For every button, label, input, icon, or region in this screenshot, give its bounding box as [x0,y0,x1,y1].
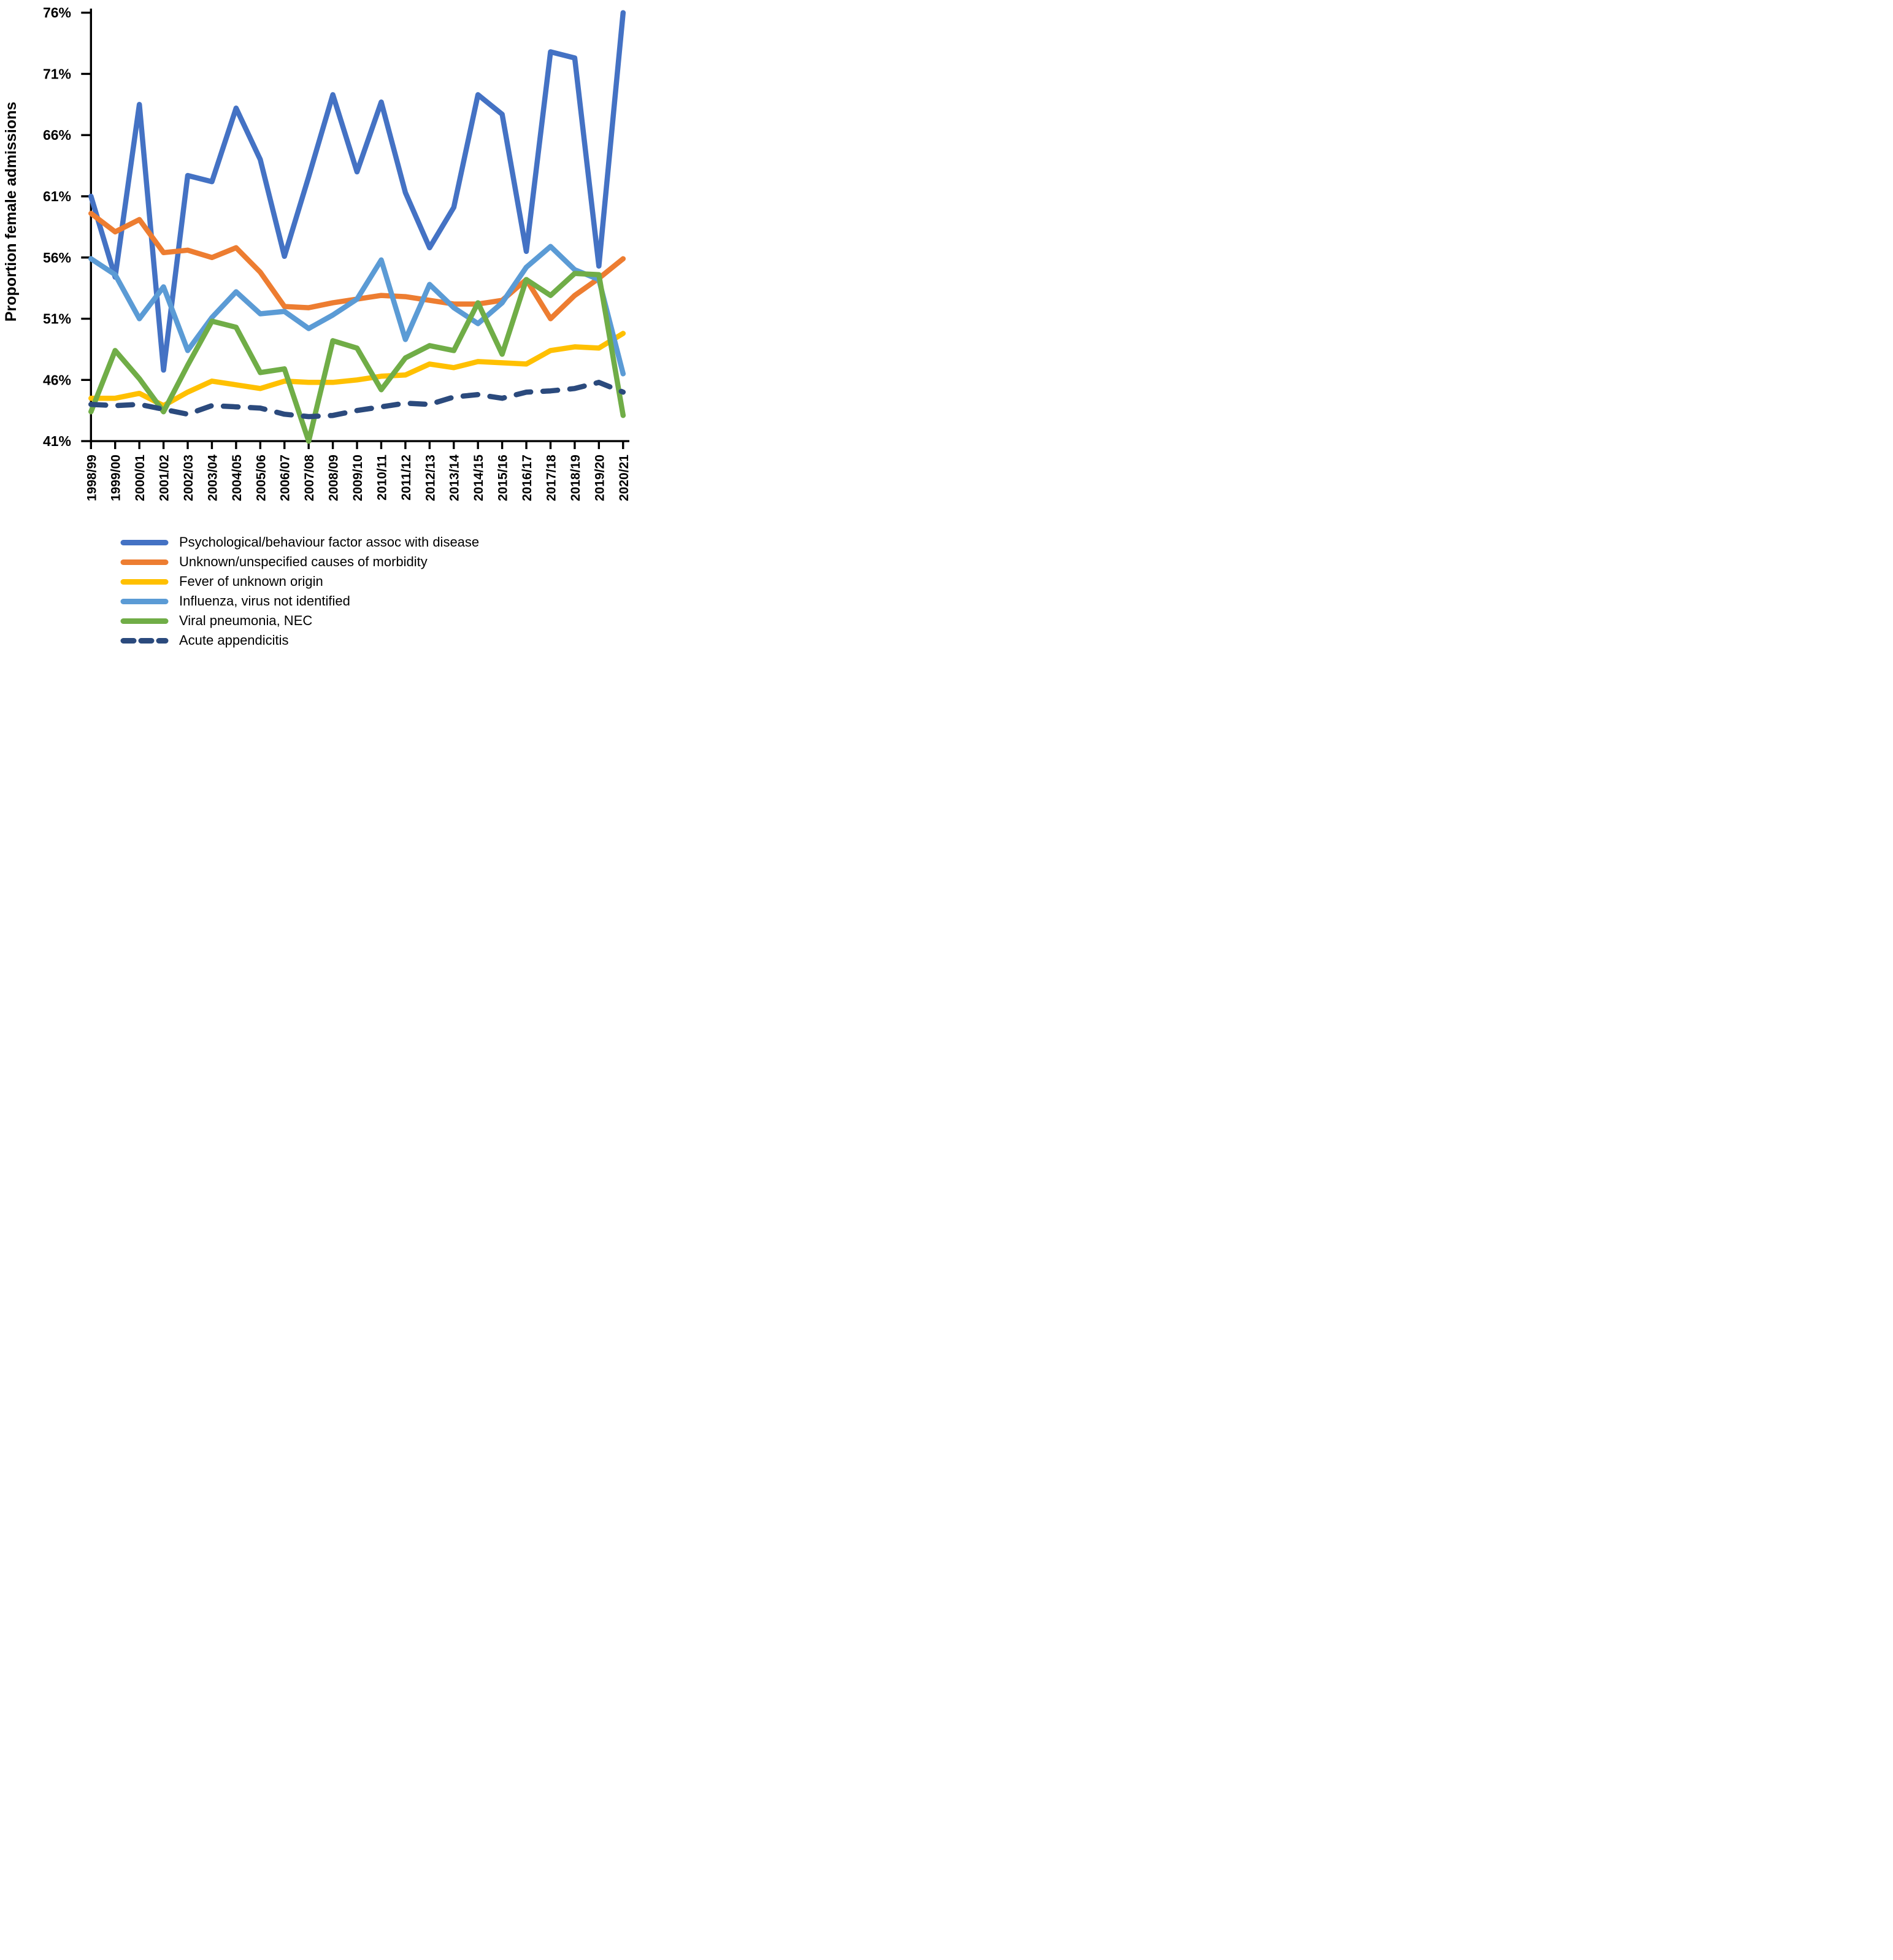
x-tick-label: 2019/20 [593,455,607,501]
x-tick-label: 2008/09 [326,455,341,501]
x-tick-label: 2011/12 [399,455,413,501]
x-tick-label: 2002/03 [182,455,196,501]
x-tick-label: 2012/13 [423,455,438,501]
legend-item [120,591,479,611]
x-tick-label: 2015/16 [496,455,510,501]
legend-item [120,552,479,572]
legend-item [120,532,479,552]
x-tick-label: 2005/06 [254,455,269,501]
x-tick-label: 1999/00 [109,455,123,501]
x-tick-label: 2004/05 [229,455,244,501]
y-tick-label: 46% [42,372,71,388]
y-tick-label: 61% [42,188,71,204]
x-tick-label: 2003/04 [205,455,220,501]
y-tick-label: 41% [42,433,71,450]
x-tick-label: 2016/17 [520,455,535,501]
series-line-0 [91,13,623,371]
y-tick-label: 51% [42,310,71,327]
legend-label: Influenza, virus not identified [179,593,350,609]
legend-swatch-3 [120,599,169,604]
x-tick-label: 1998/99 [85,455,99,501]
x-tick-label: 2020/21 [616,455,631,501]
legend-swatch-4 [120,618,169,624]
x-tick-label: 2009/10 [351,455,366,501]
legend-swatch-0 [120,540,169,545]
x-tick-label: 2001/02 [157,455,172,501]
x-tick-label: 2018/19 [568,455,583,501]
legend-swatch-1 [120,559,169,565]
legend-item [120,631,479,650]
y-tick-label: 71% [42,66,71,82]
y-tick-label: 66% [42,127,71,144]
legend-label: Fever of unknown origin [179,574,323,589]
x-tick-label: 2000/01 [133,455,148,501]
legend-label: Psychological/behaviour factor assoc with disease [179,534,480,550]
x-tick-label: 2017/18 [544,455,559,501]
legend-label: Unknown/unspecified causes of morbidity [179,554,428,569]
legend-swatch-5 [120,638,169,644]
x-tick-label: 2007/08 [302,455,317,501]
legend-swatch-2 [120,579,169,585]
y-tick-label: 56% [42,249,71,266]
y-tick-label: 76% [42,4,71,21]
legend-item [120,572,479,591]
x-tick-label: 2006/07 [278,455,293,501]
legend-label: Acute appendicitis [179,632,289,648]
legend-item [120,611,479,631]
legend-label: Viral pneumonia, NEC [179,613,313,628]
legend [120,532,479,650]
x-tick-label: 2010/11 [375,455,390,501]
chart-figure [0,0,631,653]
y-axis-title: Proportion female admissions [2,101,20,322]
x-tick-label: 2014/15 [472,455,486,501]
x-tick-label: 2013/14 [447,455,462,501]
